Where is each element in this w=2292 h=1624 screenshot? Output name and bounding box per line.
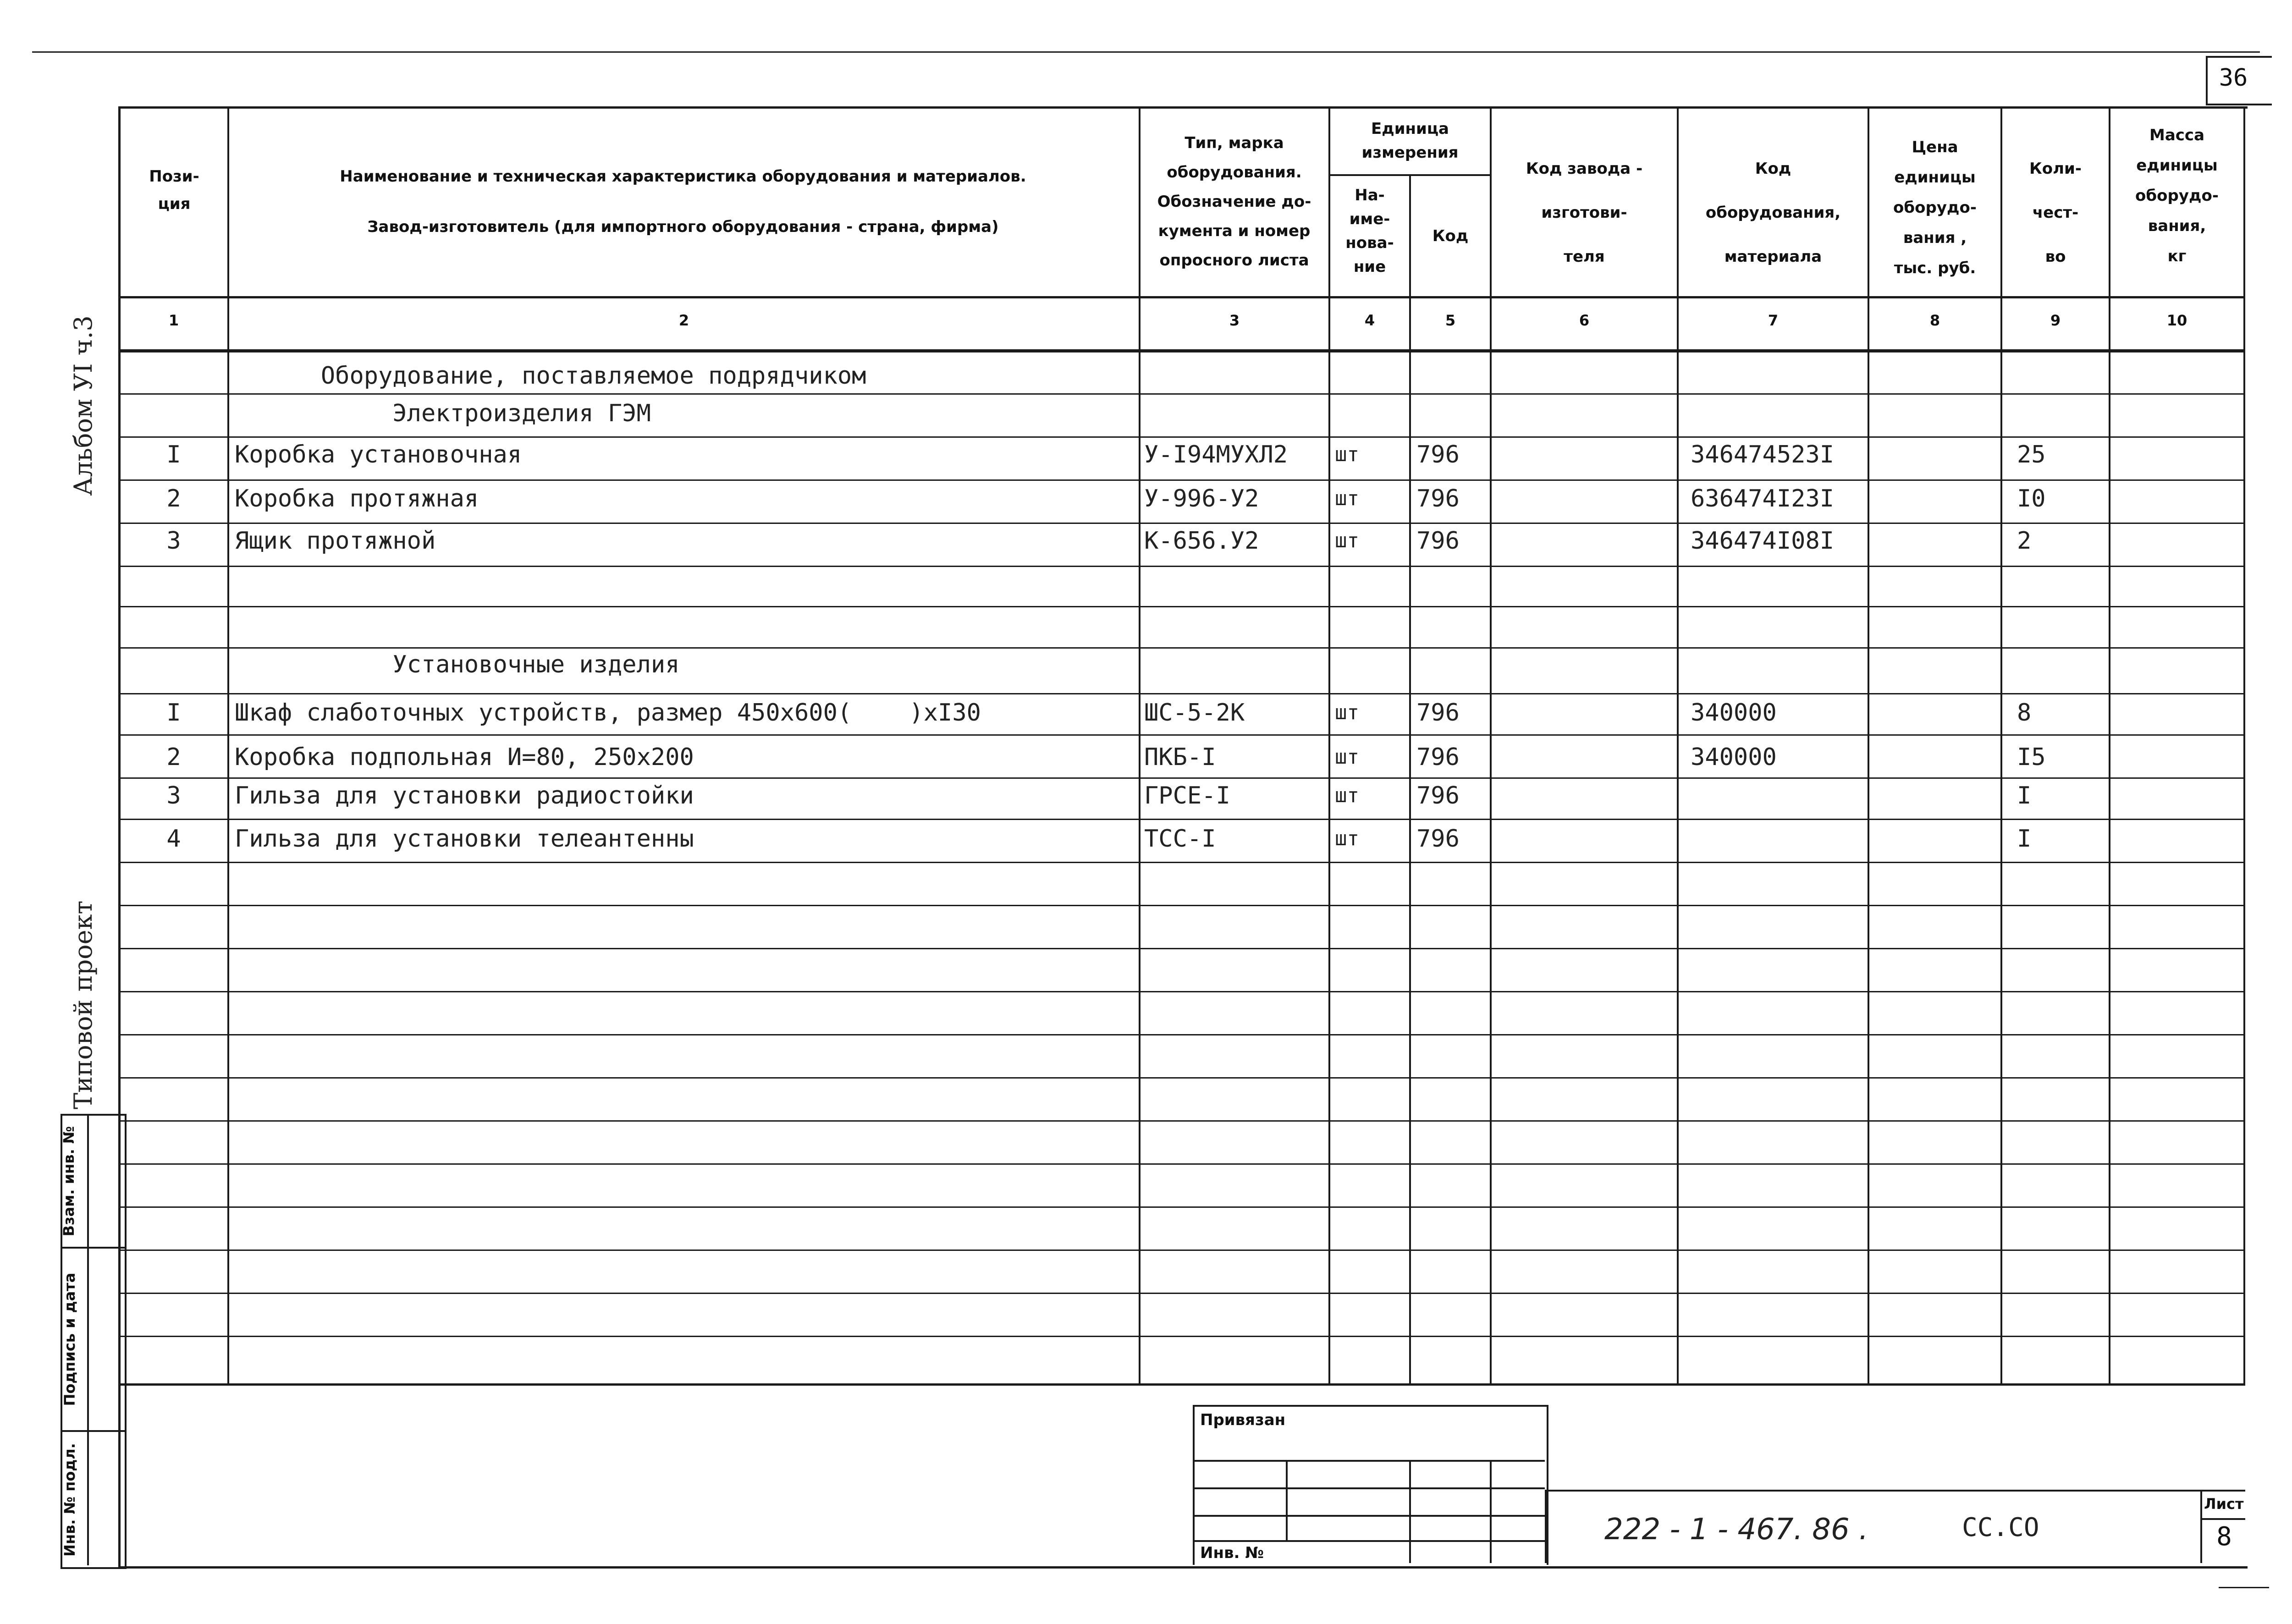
row-line (118, 523, 2245, 524)
project-label: Типовой проект (69, 900, 98, 1109)
cell-unit: шт (1335, 745, 1359, 769)
tb-line-1 (1193, 1460, 1545, 1462)
colnum-1: 1 (168, 312, 179, 329)
header-unit: Единица измерения (1361, 120, 1459, 162)
cell-material: 346474523I (1691, 441, 1835, 468)
cell-code: 796 (1416, 743, 1460, 771)
cell-name: Шкаф слаботочных устройств, размер 450х600( )хI30 (235, 699, 981, 727)
tb-line-right (1545, 1490, 2245, 1492)
cell-code: 796 (1416, 825, 1460, 853)
cell-qty: I5 (2017, 743, 2046, 771)
row-line (118, 479, 2245, 481)
cell-qty: I0 (2017, 485, 2046, 512)
header-unit-name: На- име- нова- ние (1345, 186, 1394, 276)
tb-line-3 (1193, 1515, 1545, 1517)
cell-name: Коробка подпольная И=80, 250х200 (235, 743, 694, 771)
cell-type: К-656.У2 (1144, 527, 1259, 555)
sheet-number: 8 (2216, 1522, 2232, 1552)
row-line (118, 606, 2245, 607)
colnum-8: 8 (1929, 312, 1940, 329)
header-price: Цена единицы оборудо- вания , тыс. руб. (1893, 138, 1977, 277)
colnum-5: 5 (1445, 312, 1456, 329)
cell-material: 636474I23I (1691, 485, 1835, 512)
album-label: Альбом УI ч.3 (69, 315, 98, 496)
row-line (118, 351, 2245, 352)
cell-pos: I (166, 441, 181, 468)
tb-vline-1 (1286, 1460, 1288, 1540)
row-line (118, 862, 2245, 863)
row-line (118, 566, 2245, 567)
cell-material: 340000 (1691, 743, 1777, 771)
cell-code: 796 (1416, 485, 1460, 512)
cell-qty: 2 (2017, 527, 2032, 555)
colnum-10: 10 (2166, 312, 2187, 329)
cell-pos: 4 (166, 825, 181, 853)
header-qty: Коли- чест- во (2029, 160, 2082, 266)
header-factory: Код завода - изготови- теля (1526, 160, 1643, 266)
header-material: Код оборудования, материала (1705, 160, 1841, 266)
sheet-label: Лист (2204, 1495, 2244, 1513)
tb-line-4 (1193, 1540, 1545, 1542)
tb-vline-2 (1409, 1460, 1411, 1563)
cell-unit: шт (1335, 784, 1359, 807)
doc-code: СС.СО (1962, 1513, 2039, 1542)
header-mass: Масса единицы оборудо- вания, кг (2135, 126, 2219, 265)
row-line (118, 777, 2245, 779)
row-line (118, 948, 2245, 949)
cell-unit: шт (1335, 827, 1359, 850)
colnum-4: 4 (1364, 312, 1375, 329)
cell-type: ГРСЕ-I (1144, 782, 1230, 809)
cell-code: 796 (1416, 441, 1460, 468)
cell-material: 346474I08I (1691, 527, 1835, 555)
cell-name: Ящик протяжной (235, 527, 436, 555)
row-line (118, 819, 2245, 820)
header-pos: Пози- ция (149, 167, 199, 213)
cell-qty: I (2017, 782, 2032, 809)
row-line (118, 1206, 2245, 1208)
row-line (118, 693, 2245, 694)
cell-pos: 3 (166, 782, 181, 809)
row-line (118, 1293, 2245, 1294)
cell-type: У-996-У2 (1144, 485, 1259, 512)
cell-unit: шт (1335, 701, 1359, 724)
colnum-9: 9 (2050, 312, 2061, 329)
cell-unit: шт (1335, 487, 1359, 510)
row-line (118, 1336, 2245, 1337)
cell-qty: 8 (2017, 699, 2032, 727)
tb-vline-4 (1545, 1490, 1547, 1563)
row-line (118, 1250, 2245, 1251)
cell-name: Гильза для установки телеантенны (235, 825, 694, 853)
tb-line-2 (1193, 1487, 1545, 1489)
cell-type: ПКБ-I (1144, 743, 1216, 771)
colnum-3: 3 (1229, 312, 1240, 329)
cell-name: Оборудование, поставляемое подрядчиком (235, 362, 866, 390)
row-line (118, 1034, 2245, 1035)
stamp-field-inv: Инв. № подл. (61, 1443, 78, 1557)
cell-code: 796 (1416, 527, 1460, 555)
row-line (118, 905, 2245, 906)
colnum-6: 6 (1579, 312, 1590, 329)
cell-qty: 25 (2017, 441, 2046, 468)
colnum-2: 2 (678, 312, 689, 329)
row-line (118, 393, 2245, 395)
sheet-box-line (2200, 1518, 2245, 1520)
row-line (118, 1163, 2245, 1165)
inv-label: Инв. № (1200, 1544, 1264, 1562)
page-number: 36 (2219, 64, 2248, 92)
bound-label: Привязан (1200, 1411, 1286, 1429)
cell-material: 340000 (1691, 699, 1777, 727)
cell-type: У-I94МУХЛ2 (1144, 441, 1288, 468)
bottom-right-mark (2219, 1587, 2269, 1588)
doc-number: 222 - 1 - 467. 86 . (1604, 1513, 1868, 1547)
tb-vline-3 (1490, 1460, 1492, 1563)
row-line (118, 991, 2245, 992)
stamp-field-vzam: Взам. инв. № (60, 1126, 77, 1237)
row-line (118, 1077, 2245, 1079)
cell-pos: 2 (166, 743, 181, 771)
cell-type: ТСС-I (1144, 825, 1216, 853)
row-line (118, 647, 2245, 649)
cell-pos: 2 (166, 485, 181, 512)
cell-unit: шт (1335, 443, 1359, 466)
cell-name: Установочные изделия (235, 651, 680, 678)
header-name: Наименование и техническая характеристика оборудования и материалов. Завод-изготовитель (для импортного оборудования - страна, фирма) (340, 167, 1026, 236)
row-line (118, 1120, 2245, 1122)
colnum-7: 7 (1768, 312, 1779, 329)
cell-name: Электроизделия ГЭМ (235, 400, 651, 427)
cell-pos: I (166, 699, 181, 727)
stamp-field-podpis: Подпись и дата (61, 1272, 78, 1406)
cell-name: Коробка установочная (235, 441, 522, 468)
row-line (118, 436, 2245, 438)
cell-qty: I (2017, 825, 2032, 853)
cell-code: 796 (1416, 699, 1460, 727)
header-unit-code: Код (1432, 227, 1469, 245)
cell-pos: 3 (166, 527, 181, 555)
cell-name: Гильза для установки радиостойки (235, 782, 694, 809)
row-line (118, 734, 2245, 736)
cell-name: Коробка протяжная (235, 485, 479, 512)
cell-unit: шт (1335, 529, 1359, 552)
cell-type: ШС-5-2К (1144, 699, 1245, 727)
cell-code: 796 (1416, 782, 1460, 809)
header-type: Тип, марка оборудования. Обозначение до- кумента и номер опросного листа (1157, 134, 1311, 270)
